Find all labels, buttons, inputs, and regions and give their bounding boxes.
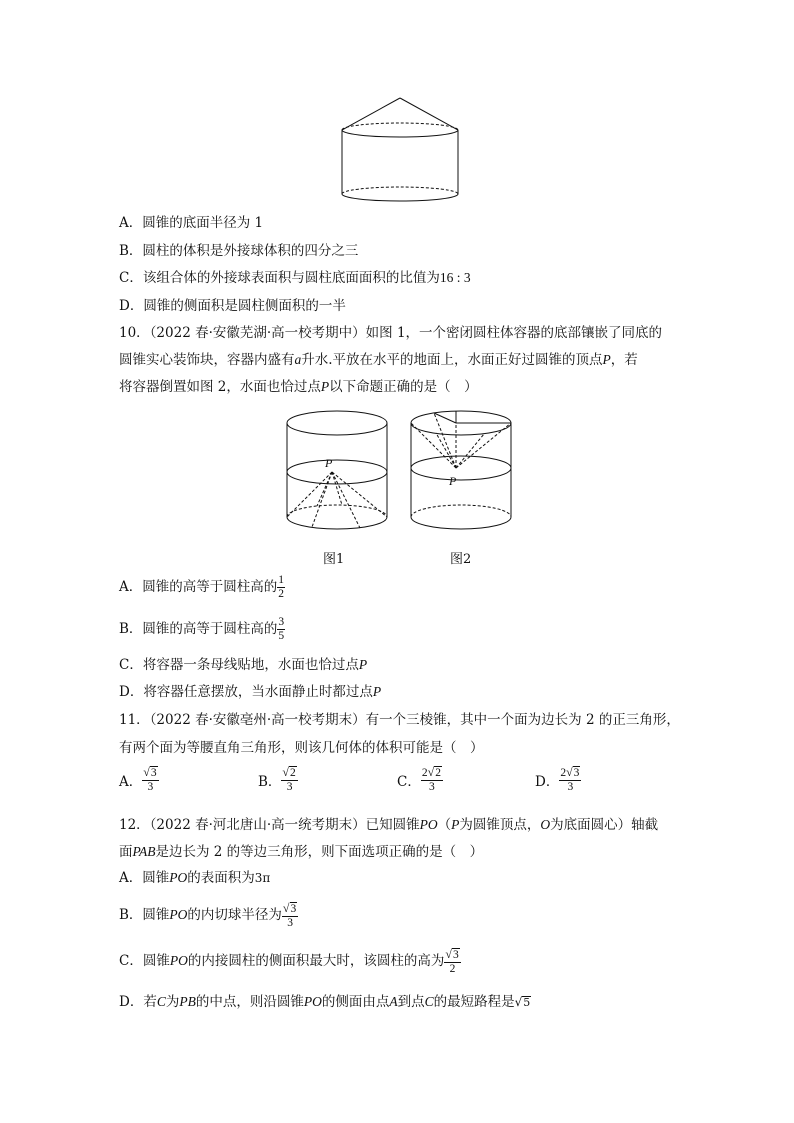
figure-2-caption: 图2 (450, 552, 472, 567)
q11-option-c[interactable]: C． $\frac{2√2}{3}$ (397, 765, 441, 793)
figure-1-cylinder-with-cone (282, 405, 392, 540)
q12-option-a[interactable]: A．圆锥PO的表面积为3π (119, 870, 271, 886)
q12-option-b[interactable]: B．圆锥PO的内切球半径为 $\frac{√3}{3}$ (119, 900, 297, 929)
q12-stem-line-2: 面PAB是边长为 2 的等边三角形，则下面选项正确的是（ ） (119, 844, 484, 860)
q10-stem-line-2: 圆锥实心装饰块，容器内盛有a升水.平放在水平的地面上，水面正好过圆锥的顶点P，若 (119, 352, 638, 368)
q10-option-b[interactable]: B．圆锥的高等于圆柱高的 $\frac{3}{5}$ (119, 616, 285, 642)
fraction: $\frac{3}{5}$ (278, 616, 285, 642)
fraction: $\frac{1}{2}$ (278, 574, 284, 600)
q11-stem-line-1: 11．（2022 春·安徽亳州·高一校考期末）有一个三棱锥，其中一个面为边长为 2 的正三角形， (119, 712, 680, 728)
q10-stem-line-3: 将容器倒置如图 2，水面也恰过点P以下命题正确的是（ ） (119, 379, 478, 395)
q9-option-a[interactable]: A．圆锥的底面半径为 1 (119, 215, 264, 231)
figure-2-inverted-cylinder (406, 405, 516, 540)
fig2-point-p-label: P (449, 474, 457, 488)
q9-option-d[interactable]: D．圆锥的侧面积是圆柱侧面积的一半 (119, 298, 346, 314)
fig1-point-p-label: P (325, 456, 333, 470)
q9-option-b[interactable]: B．圆柱的体积是外接球体积的四分之三 (119, 243, 359, 259)
q10-option-c[interactable]: C．将容器一条母线贴地，水面也恰过点P (119, 657, 368, 673)
q11-option-a[interactable]: A． $\frac{√3}{3}$ (119, 765, 157, 793)
q10-option-a[interactable]: A．圆锥的高等于圆柱高的 $\frac{1}{2}$ (119, 574, 284, 600)
q10-stem-line-1: 10．（2022 春·安徽芜湖·高一校考期中）如图 1，一个密闭圆柱体容器的底部镶嵌了同底的 (119, 325, 663, 341)
q12-option-c[interactable]: C．圆锥PO的内接圆柱的侧面积最大时，该圆柱的高为 $\frac{√3}{2}$ (119, 946, 459, 975)
q12-stem-line-1: 12．（2022 春·河北唐山·高一统考期末）已知圆锥PO（P为圆锥顶点，O为底面圆心）轴截 (119, 817, 659, 833)
q9-option-c[interactable]: C．该组合体的外接球表面积与圆柱底面面积的比值为16 : 3 (119, 270, 471, 286)
q11-option-b[interactable]: B． $\frac{√2}{3}$ (258, 765, 296, 793)
cone-cylinder-figure (330, 90, 470, 210)
q10-option-d[interactable]: D．将容器任意摆放，当水面静止时都过点P (119, 684, 382, 700)
q11-stem-line-2: 有两个面为等腰直角三角形，则该几何体的体积可能是（ ） (119, 740, 484, 756)
q11-option-d[interactable]: D． $\frac{2√3}{3}$ (535, 765, 580, 793)
q12-option-d[interactable]: D．若C为PB的中点，则沿圆锥PO的侧面由点A到点C的最短路程是√5 (119, 994, 531, 1010)
figure-1-caption: 图1 (323, 552, 345, 567)
